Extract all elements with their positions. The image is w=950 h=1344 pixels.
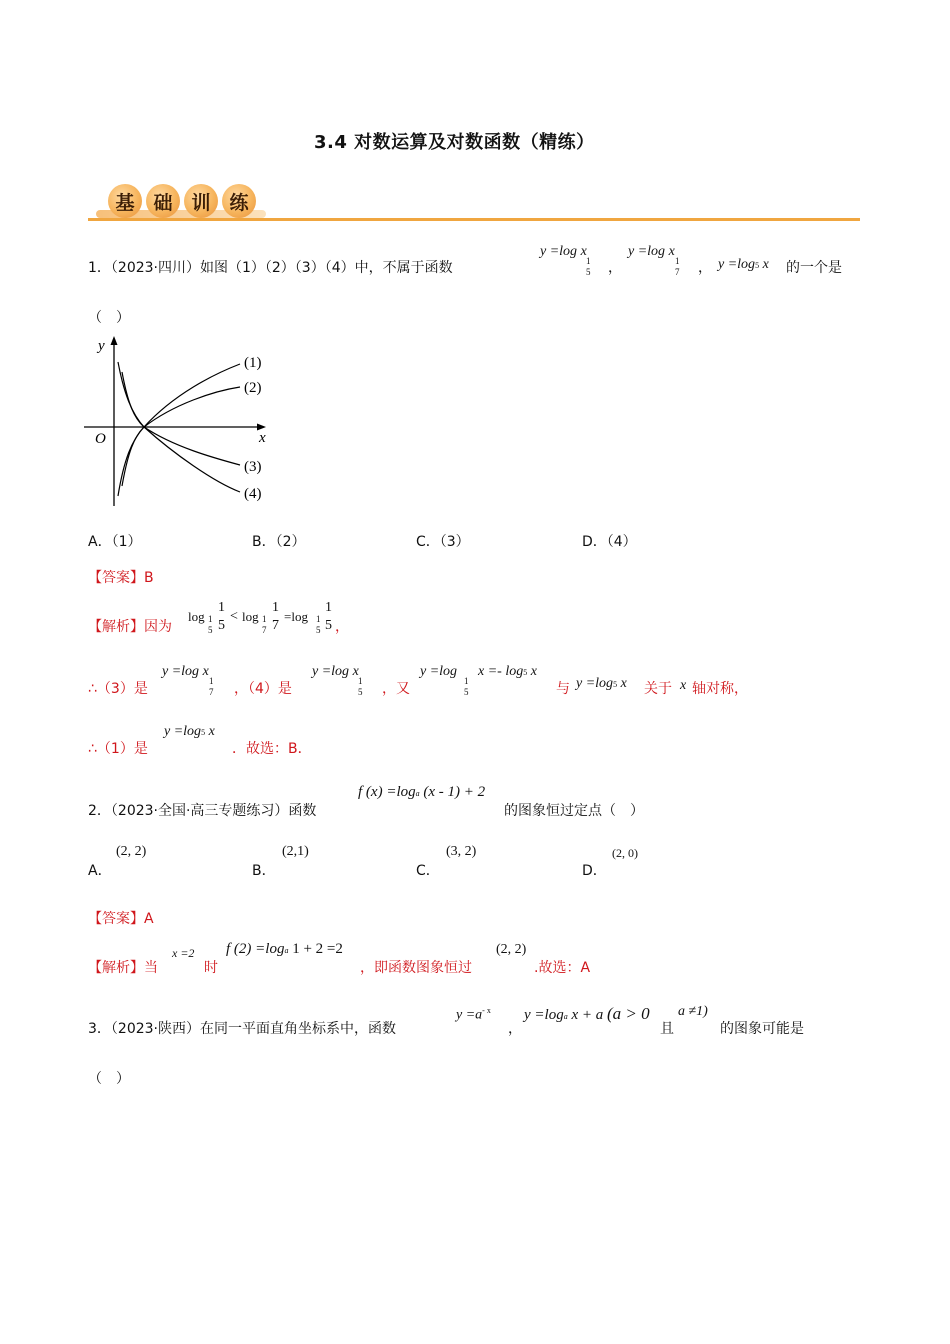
graph-curve-2 xyxy=(118,387,240,496)
q1-f3-base: 5 xyxy=(755,261,760,270)
q1-ineq-f3n: 1 xyxy=(325,600,332,615)
q1-analysis-label: 【解析】 xyxy=(88,619,144,635)
q1-ineq-b3n: 1 xyxy=(316,614,321,624)
q1-line3-a: ∴（1）是 xyxy=(88,741,148,757)
q1-ineq-f1n: 1 xyxy=(218,600,225,615)
q2-f-expr: f (x) =log xyxy=(358,784,416,800)
graph-label-2: (2) xyxy=(244,380,262,396)
q1-option-d: D．（4） xyxy=(582,534,637,550)
q1-l3-x: x xyxy=(208,724,215,739)
graph-curve-1 xyxy=(122,364,240,486)
q1-l2m4-b5: 5 xyxy=(613,680,618,689)
q2-option-c-value: (3, 2) xyxy=(446,844,477,859)
q1-line3-m xyxy=(164,724,215,740)
page-title: 3.4 对数运算及对数函数（精练） xyxy=(314,132,595,153)
q3-cond2: a ≠1) xyxy=(678,1004,708,1019)
q2-f2-base: a xyxy=(284,946,289,955)
q1-line2-d: 与 xyxy=(556,681,570,697)
q1-f1-base-den: 5 xyxy=(586,267,591,277)
q1-f2-x: x xyxy=(668,244,675,259)
q2-f2-tail: 1 + 2 =2 xyxy=(292,941,343,957)
q2-a3: ，即函数图象恒过 xyxy=(360,960,472,976)
q1-ineq-lt: < xyxy=(230,609,238,624)
q1-l2m1-y: y =log xyxy=(162,664,200,679)
q1-l2m3-y: y =log xyxy=(420,664,458,679)
q1-f3-y: y =log xyxy=(718,257,756,272)
q2-option-c-letter: C． xyxy=(416,863,440,879)
q1-line2-m2 xyxy=(312,664,359,680)
q2-option-d-letter: D． xyxy=(582,863,607,879)
q1-l2m4-y: y =log xyxy=(576,676,614,691)
q1-l2m1-bn: 1 xyxy=(209,676,214,686)
q2-option-b-letter: B． xyxy=(252,863,276,879)
q3-func-2 xyxy=(524,1004,650,1024)
q1-l2m3-neg: x =- log xyxy=(478,664,524,679)
q2-point: (2, 2) xyxy=(496,942,527,957)
q3-f2-base: a xyxy=(563,1012,568,1021)
q3-and: 且 xyxy=(660,1021,674,1037)
q3-f1-exp: - x xyxy=(482,1006,491,1015)
q3-cond: (a > 0 xyxy=(606,1004,650,1023)
q1-option-b: B．（2） xyxy=(252,534,306,550)
q1-answer: 【答案】B xyxy=(88,570,154,586)
q1-f1-x: x xyxy=(580,244,587,259)
q1-func-3 xyxy=(718,257,769,273)
q1-line2-b: ，（4）是 xyxy=(234,681,292,697)
graph-y-arrow xyxy=(111,336,118,345)
q2-option-a-value: (2, 2) xyxy=(116,844,147,859)
q1-f1-y: y =log xyxy=(540,244,578,259)
q1-func-1 xyxy=(540,244,587,260)
q3-f2: y =log xyxy=(524,1007,564,1023)
banner-underline xyxy=(88,218,860,221)
q1-ineq-b1n: 1 xyxy=(208,614,213,624)
banner-char-4: 练 xyxy=(222,184,256,218)
q1-analysis-start xyxy=(88,616,172,636)
q3-stem: 3．（2023·陕西）在同一平面直角坐标系中，函数 xyxy=(88,1021,396,1037)
banner-char-1: 基 xyxy=(108,184,142,218)
graph-label-1: (1) xyxy=(244,355,262,371)
q1-l2m3-x: x xyxy=(530,664,537,679)
q1-l2m2-bd: 5 xyxy=(358,687,363,697)
q1-because: 因为 xyxy=(144,619,172,635)
q1-l2m3-bn: 1 xyxy=(464,676,469,686)
q2-answer: 【答案】A xyxy=(88,911,154,927)
q1-line2-m3b xyxy=(478,664,537,680)
q1-l2m2-bn: 1 xyxy=(358,676,363,686)
q1-line2-m3 xyxy=(420,664,457,680)
graph-label-3: (3) xyxy=(244,459,262,475)
q1-ineq-f3d: 5 xyxy=(325,618,332,633)
q1-ineq-b3d: 5 xyxy=(316,625,321,635)
q1-line2-m1 xyxy=(162,664,209,680)
q2-stem-tail: 的图象恒过定点（ ） xyxy=(504,803,644,819)
q3-comma: ， xyxy=(508,1021,522,1037)
q2-analysis-start xyxy=(88,957,158,977)
q1-ineq-b1d: 5 xyxy=(208,625,213,635)
q1-stem: 1．（2023·四川）如图（1）（2）（3）（4）中，不属于函数 xyxy=(88,260,453,276)
q2-f2 xyxy=(226,941,343,958)
q2-option-b-value: (2,1) xyxy=(282,844,309,859)
q2-f2-expr: f (2) =log xyxy=(226,941,285,957)
q1-option-c: C．（3） xyxy=(416,534,470,550)
q1-line2-c: ，又 xyxy=(382,681,410,697)
q2-stem: 2．（2023·全国·高三专题练习）函数 xyxy=(88,803,317,819)
q1-option-a: A．（1） xyxy=(88,534,142,550)
graph-curve-3 xyxy=(122,372,240,465)
banner-char-3: 训 xyxy=(184,184,218,218)
q1-l2m2-y: y =log xyxy=(312,664,350,679)
q1-f3-x: x xyxy=(762,257,769,272)
q2-a1: 当 xyxy=(144,960,158,976)
q2-option-d-value: (2, 0) xyxy=(612,846,638,860)
q1-line2-e: 关于 xyxy=(644,681,672,697)
q2-f-tail: (x - 1) + 2 xyxy=(423,784,486,800)
q1-ineq-b2d: 7 xyxy=(262,625,267,635)
q1-ineq-log2: log xyxy=(242,609,259,624)
q1-ineq-b2n: 1 xyxy=(262,614,267,624)
q1-sep-1: ， xyxy=(608,260,622,276)
q2-f-base: a xyxy=(415,789,420,798)
q2-a2: 时 xyxy=(204,960,218,976)
q2-option-a-letter: A． xyxy=(88,863,112,879)
q1-paren: （ ） xyxy=(88,310,130,326)
q1-graph xyxy=(84,334,284,510)
q2-analysis-label: 【解析】 xyxy=(88,960,144,976)
q1-line2-f: 轴对称， xyxy=(692,681,748,697)
q1-ineq-end: ， xyxy=(335,619,349,635)
q3-f1: y =a xyxy=(456,1007,483,1023)
q1-f2-y: y =log xyxy=(628,244,666,259)
q3-f2-tail: x + a xyxy=(571,1007,604,1023)
q1-l3-b5: 5 xyxy=(201,728,206,737)
q1-l2m3-bd: 5 xyxy=(464,687,469,697)
q1-ineq-eqlog: =log xyxy=(284,609,308,624)
q1-func-2 xyxy=(628,244,675,260)
q1-ineq-f1d: 5 xyxy=(218,618,225,633)
q1-ineq-log1: log xyxy=(188,609,205,624)
graph-origin-label: O xyxy=(95,431,106,447)
q1-l2m2-x: x xyxy=(352,664,359,679)
graph-y-label: y xyxy=(98,338,105,354)
q3-stem-tail: 的图象可能是 xyxy=(720,1021,804,1037)
q2-x-eq-2: x =2 xyxy=(172,946,195,960)
q2-a4: .故选：A xyxy=(534,960,591,976)
q1-f2-base-num: 1 xyxy=(675,256,680,266)
q1-l2m1-bd: 7 xyxy=(209,687,214,697)
q1-l2m1-x: x xyxy=(202,664,209,679)
q3-func-1 xyxy=(456,1006,491,1024)
q1-ineq-f2n: 1 xyxy=(272,600,279,615)
q1-f1-base-num: 1 xyxy=(586,256,591,266)
q1-line2-xaxis: x xyxy=(680,678,687,693)
q3-paren: （ ） xyxy=(88,1071,130,1087)
graph-x-label: x xyxy=(259,430,266,446)
q1-ineq-f2d: 7 xyxy=(272,618,279,633)
q1-l3-y: y =log xyxy=(164,724,202,739)
q1-l2m4-x: x xyxy=(620,676,627,691)
q1-line2-a: ∴（3）是 xyxy=(88,681,148,697)
q1-l2m3-b5: 5 xyxy=(523,668,528,677)
q1-f2-base-den: 7 xyxy=(675,267,680,277)
q1-stem-tail: 的一个是 xyxy=(786,260,842,276)
q1-line2-m4 xyxy=(576,676,627,692)
q1-line3-b: ．故选：B． xyxy=(232,741,312,757)
q1-sep-2: ， xyxy=(698,260,712,276)
q2-func xyxy=(358,784,485,801)
graph-label-4: (4) xyxy=(244,486,262,502)
banner-char-2: 础 xyxy=(146,184,180,218)
